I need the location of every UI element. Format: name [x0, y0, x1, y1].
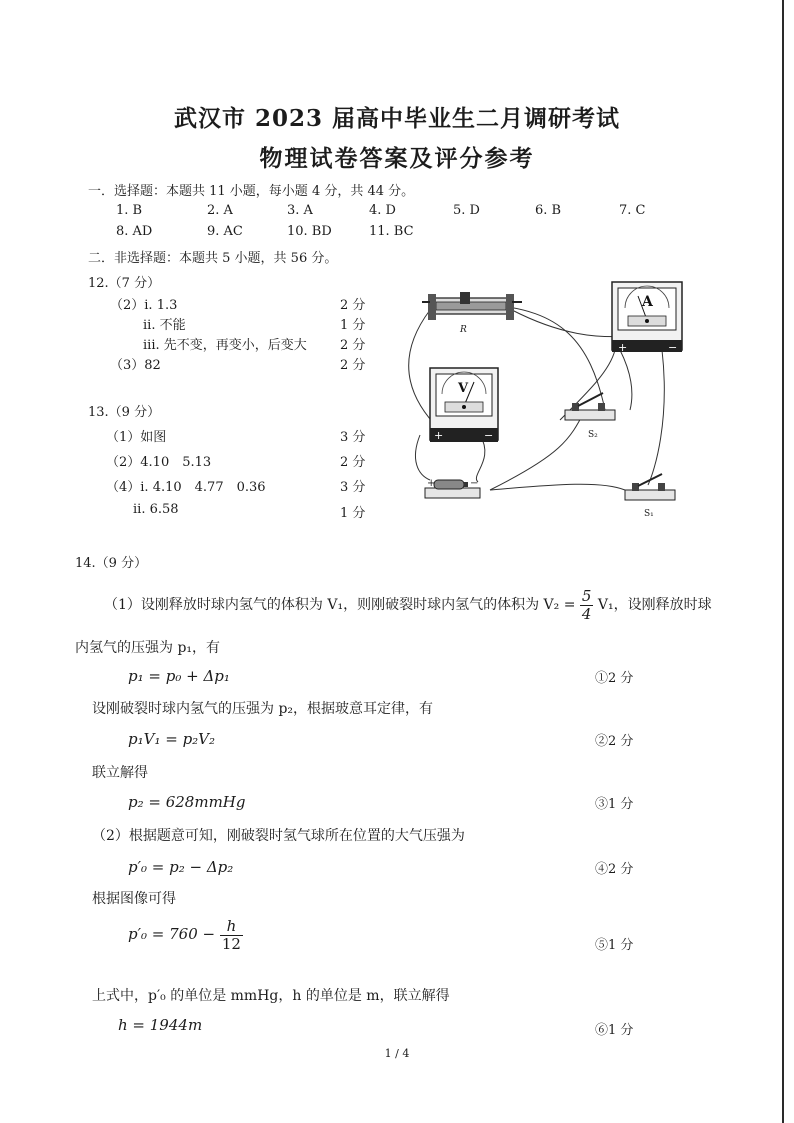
- wire: [648, 350, 664, 485]
- answer-4: 4. D: [369, 203, 396, 218]
- fraction-5-4: [580, 588, 594, 622]
- ammeter-plus: +: [618, 341, 628, 354]
- q13-row-1: （1）如图: [106, 430, 167, 445]
- voltmeter-label: V: [458, 381, 469, 396]
- ammeter-minus: −: [668, 341, 678, 354]
- battery-minus: −: [470, 478, 479, 489]
- voltmeter-plus: +: [434, 429, 444, 442]
- wire: [476, 435, 485, 482]
- equation-2-score: ②2 分: [595, 734, 634, 749]
- wire: [512, 310, 623, 340]
- equation-1-score: ①2 分: [595, 671, 634, 686]
- q14-part1-line1: [104, 588, 712, 622]
- equation-3: p₂ = 628mmHg: [128, 793, 246, 811]
- equation-3-score: ③1 分: [595, 797, 634, 812]
- q14-heading: 14.（9 分）: [75, 556, 148, 571]
- q13-row-4: ii. 6.58: [133, 502, 179, 517]
- wire: [490, 305, 605, 410]
- fraction-numerator: h: [220, 918, 243, 936]
- q14-part1-line2: 内氢气的压强为 p₁，有: [75, 640, 221, 656]
- fraction-numerator: 5: [581, 587, 592, 605]
- q12-score-1: 2 分: [340, 298, 366, 313]
- fraction-denominator: 4: [581, 604, 592, 623]
- equation-5: [128, 918, 243, 952]
- q13-score-4: 1 分: [340, 506, 366, 521]
- wire: [620, 350, 632, 410]
- q13-row-2: （2）4.10 5.13: [106, 455, 212, 470]
- answer-5: 5. D: [453, 203, 480, 218]
- switch-s1-label: S₁: [644, 509, 654, 519]
- equation-1: p₁ = p₀ + Δp₁: [128, 667, 230, 685]
- equation-5-left: p′₀ = 760 −: [128, 925, 216, 943]
- equation-2: p₁V₁ = p₂V₂: [128, 730, 216, 748]
- wire: [415, 435, 430, 480]
- page-title: 武汉市 2023 届高中毕业生二月调研考试: [173, 105, 621, 132]
- rheostat: [422, 292, 522, 320]
- wire: [490, 484, 625, 490]
- q12-score-2: 1 分: [340, 318, 366, 333]
- q14-text-5: 根据图像可得: [92, 891, 176, 907]
- q12-row-2: ii. 不能: [143, 318, 186, 333]
- answer-9: 9. AC: [207, 224, 243, 239]
- part2-heading: 二．非选择题：本题共 5 小题，共 56 分。: [88, 251, 338, 266]
- circuit-diagram: [400, 270, 700, 530]
- wire: [490, 410, 585, 490]
- answer-6: 6. B: [535, 203, 562, 218]
- equation-4-score: ④2 分: [595, 862, 634, 877]
- q12-row-3: iii. 先不变，再变小，后变大: [143, 338, 307, 353]
- fraction-denominator: 12: [221, 934, 241, 953]
- answer-10: 10. BD: [287, 224, 332, 239]
- q12-row-1: （2）i. 1.3: [110, 298, 178, 313]
- q12-score-4: 2 分: [340, 358, 366, 373]
- q12-score-3: 2 分: [340, 338, 366, 353]
- q14-text-2: 设刚破裂时球内氢气的压强为 p₂，根据玻意耳定律，有: [92, 701, 434, 717]
- q13-score-2: 2 分: [340, 455, 366, 470]
- voltmeter-minus: −: [484, 429, 494, 442]
- fraction-h-12: [220, 918, 243, 952]
- page-subtitle: 物理试卷答案及评分参考: [259, 145, 535, 172]
- answer-2: 2. A: [207, 203, 233, 218]
- equation-4: p′₀ = p₂ − Δp₂: [128, 858, 234, 876]
- switch-s2: [565, 393, 615, 420]
- answer-7: 7. C: [619, 203, 646, 218]
- q14-text-6: 上式中，p′₀ 的单位是 mmHg，h 的单位是 m，联立解得: [92, 988, 450, 1004]
- equation-6: h = 1944m: [118, 1016, 203, 1034]
- switch-s1: [625, 474, 675, 500]
- ammeter-label: A: [642, 294, 653, 310]
- answer-1: 1. B: [116, 203, 143, 218]
- q12-row-4: （3）82: [110, 358, 161, 373]
- switch-s2-label: S₂: [588, 430, 598, 440]
- q14-text-4: （2）根据题意可知，刚破裂时氢气球所在位置的大气压强为: [92, 828, 465, 844]
- answer-3: 3. A: [287, 203, 313, 218]
- battery-plus: +: [427, 478, 436, 489]
- q13-score-1: 3 分: [340, 430, 366, 445]
- q13-row-3: （4）i. 4.10 4.77 0.36: [106, 480, 266, 495]
- q14-part1-text-pre: （1）设刚释放时球内氢气的体积为 V₁，则刚破裂时球内氢气的体积为 V₂ =: [104, 597, 576, 613]
- q14-text-3: 联立解得: [92, 765, 148, 781]
- q13-score-3: 3 分: [340, 480, 366, 495]
- q14-part1-text-post: V₁，设刚释放时球: [597, 597, 712, 613]
- rheostat-label: R: [460, 325, 467, 335]
- q12-heading: 12.（7 分）: [88, 276, 161, 291]
- equation-5-score: ⑤1 分: [595, 938, 634, 953]
- q13-heading: 13.（9 分）: [88, 405, 161, 420]
- part1-heading: 一．选择题：本题共 11 小题，每小题 4 分，共 44 分。: [88, 184, 415, 199]
- equation-6-score: ⑥1 分: [595, 1023, 634, 1038]
- answer-11: 11. BC: [369, 224, 414, 239]
- answer-8: 8. AD: [116, 224, 153, 239]
- page-number: 1 / 4: [384, 1047, 410, 1060]
